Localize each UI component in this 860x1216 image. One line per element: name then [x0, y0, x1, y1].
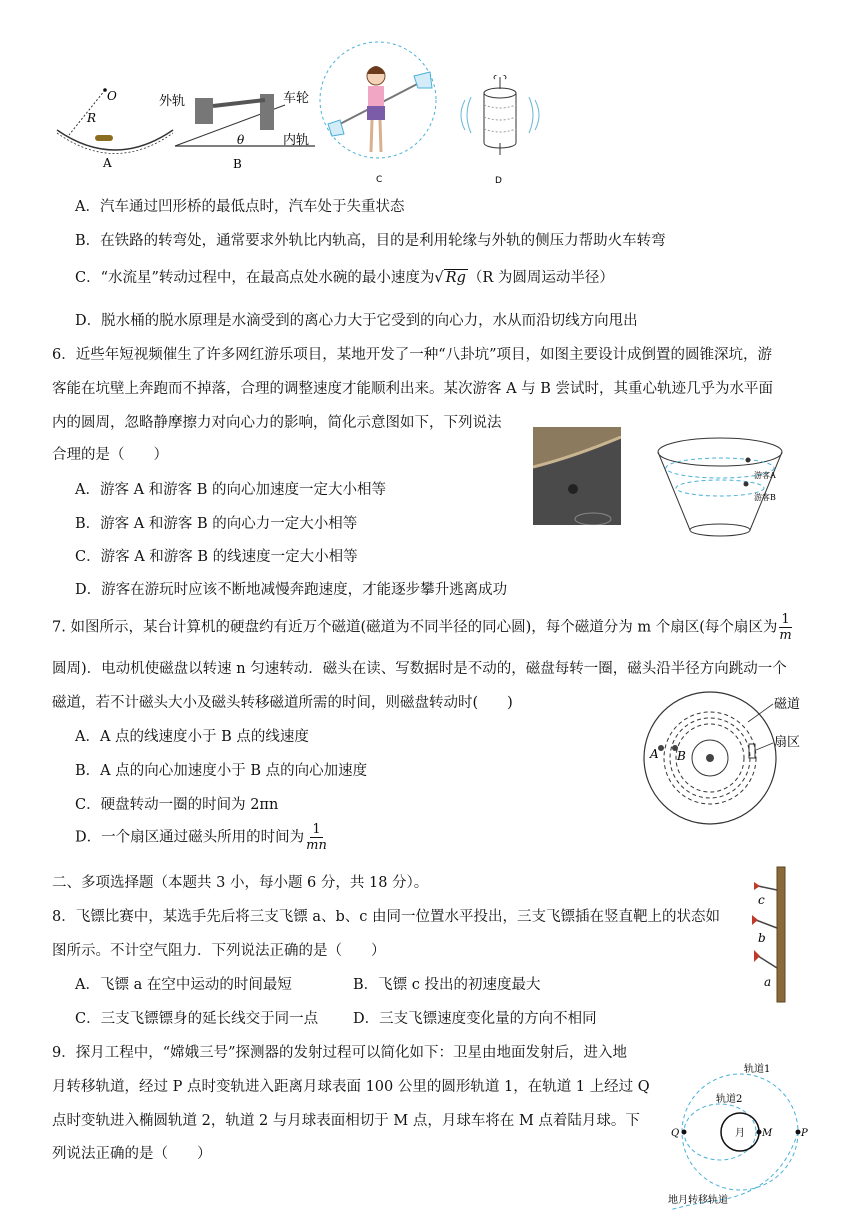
- fraction-1-over-m: $\frac{1}{m}$: [779, 612, 792, 643]
- label-track: 磁道: [774, 697, 801, 712]
- q6-option-d: D．游客在游玩时应该不断地减慢奔跑速度，才能逐步攀升逃离成功: [75, 582, 508, 598]
- q7-stem-line-3: 磁道，若不计磁头大小及磁头转移磁道所需的时间，则磁盘转动时( ): [52, 695, 513, 711]
- q6-stem-line-2: 客能在坑壁上奔跑而不掉落，合理的调整速度才能顺利出来。某次游客 A 与 B 尝试时，其重心轨迹几乎为水平面: [52, 381, 774, 397]
- label-orbit-1: 轨道1: [744, 1064, 771, 1075]
- figure-a-label: A: [103, 156, 112, 170]
- q8-option-d: D．三支飞镖速度变化量的方向不相同: [353, 1011, 597, 1027]
- label-inner-rail: 内轨: [283, 133, 310, 148]
- figure-b-railway: [155, 80, 320, 175]
- q7-stem-line-1: 7. 如图所示，某台计算机的硬盘约有近万个磁道(磁道为不同半径的同心圆)，每个磁道分为 m 个扇区(每个扇区为 $\frac{1}{m}$: [52, 612, 792, 643]
- q6-photo: [533, 427, 621, 525]
- label-dart-b: b: [758, 931, 766, 945]
- label-dart-a: a: [764, 975, 772, 989]
- sqrt-expression: √ Rg: [434, 270, 466, 286]
- label-point-q: Q: [671, 1128, 680, 1139]
- q9-stem-line-1: 9．探月工程中，“嫦娥三号”探测器的发射过程可以简化如下：卫星由地面发射后，进入地: [52, 1045, 628, 1061]
- q9-stem-line-4: 列说法正确的是（ ）: [52, 1146, 212, 1162]
- q5-option-c: C．“水流星”转动过程中，在最高点处水碗的最小速度为√ Rg （R 为圆周运动半径）: [75, 270, 614, 286]
- q6-cone-diagram: [650, 430, 795, 540]
- q9-stem-line-2: 月转移轨道，经过 P 点时变轨进入距离月球表面 100 公里的圆形轨道 1，在轨道 1 上经过 Q: [52, 1079, 650, 1095]
- label-outer-rail: 外轨: [159, 94, 186, 109]
- figure-d-spin-dryer: [455, 75, 545, 190]
- label-visitor-b: 游客B: [754, 493, 776, 502]
- q8-option-a: A．飞镖 a 在空中运动的时间最短: [75, 977, 292, 993]
- q7-option-c: C．硬盘转动一圈的时间为 2πn: [75, 797, 279, 813]
- q7-option-b: B．A 点的向心加速度小于 B 点的向心加速度: [75, 763, 368, 779]
- q8-option-b: B．飞镖 c 投出的初速度最大: [353, 977, 541, 993]
- label-o: O: [107, 89, 117, 103]
- label-transfer-orbit: 地月转移轨道: [668, 1195, 728, 1206]
- label-dart-c: c: [758, 893, 765, 907]
- label-r: R: [87, 111, 97, 125]
- figure-d-label: D: [495, 176, 502, 186]
- q6-option-c: C．游客 A 和游客 B 的线速度一定大小相等: [75, 549, 358, 565]
- q6-stem-line-1: 6．近些年短视频催生了许多网红游乐项目，某地开发了一种“八卦坑”项目，如图主要设计成倒置的圆锥深坑，游: [52, 347, 773, 363]
- label-wheel: 车轮: [283, 91, 310, 106]
- label-point-p: P: [801, 1128, 808, 1139]
- q7-option-a: A．A 点的线速度小于 B 点的线速度: [75, 729, 309, 745]
- label-theta: θ: [237, 133, 245, 147]
- q5-option-d: D．脱水桶的脱水原理是水滴受到的离心力大于它受到的向心力，水从而沿切线方向甩出: [75, 313, 638, 329]
- label-point-m: M: [762, 1128, 773, 1139]
- q9-orbit-diagram: [660, 1060, 820, 1210]
- label-sector: 扇区: [774, 735, 801, 750]
- section-2-heading: 二、多项选择题（本题共 3 小，每小题 6 分，共 18 分）。: [52, 875, 429, 891]
- figure-c-label: C: [376, 175, 383, 185]
- q6-stem-line-4: 合理的是（ ）: [52, 447, 168, 463]
- q5-option-a: A．汽车通过凹形桥的最低点时，汽车处于失重状态: [75, 199, 405, 215]
- label-moon: 月: [735, 1128, 745, 1139]
- q5-option-b: B．在铁路的转弯处，通常要求外轨比内轨高，目的是利用轮缘与外轨的侧压力帮助火车转弯: [75, 233, 666, 249]
- q7-stem-line-2: 圆周)．电动机使磁盘以转速 n 匀速转动．磁头在读、写数据时是不动的，磁盘每转一圈，磁头沿半径方向跳动一个: [52, 661, 787, 677]
- label-point-a: A: [650, 747, 659, 761]
- q8-stem-line-1: 8．飞镖比赛中，某选手先后将三支飞镖 a、b、c 由同一位置水平投出，三支飞镖插在竖直靶上的状态如: [52, 909, 720, 925]
- q8-stem-line-2: 图所示。不计空气阻力．下列说法正确的是（ ）: [52, 943, 386, 959]
- figure-b-label: B: [233, 157, 242, 171]
- fraction-1-over-mn: $\frac{1}{mn}$: [306, 822, 327, 853]
- figure-c-water-meteor: [318, 36, 443, 186]
- q7-option-d: D．一个扇区通过磁头所用的时间为 $\frac{1}{mn}$: [75, 822, 327, 853]
- label-orbit-2: 轨道2: [716, 1094, 743, 1105]
- q6-option-b: B．游客 A 和游客 B 的向心力一定大小相等: [75, 516, 358, 532]
- label-visitor-a: 游客A: [754, 471, 776, 480]
- q8-option-c: C．三支飞镖镖身的延长线交于同一点: [75, 1011, 319, 1027]
- q9-stem-line-3: 点时变轨进入椭圆轨道 2，轨道 2 与月球表面相切于 M 点，月球车将在 M 点着陆月球。下: [52, 1113, 640, 1129]
- q6-stem-line-3: 内的圆周，忽略静摩擦力对向心力的影响，简化示意图如下，下列说法: [52, 415, 502, 431]
- label-point-b: B: [677, 749, 686, 763]
- q7-hard-disk-diagram: [640, 688, 820, 828]
- q6-option-a: A．游客 A 和游客 B 的向心加速度一定大小相等: [75, 482, 387, 498]
- q8-dart-target: [750, 862, 795, 1007]
